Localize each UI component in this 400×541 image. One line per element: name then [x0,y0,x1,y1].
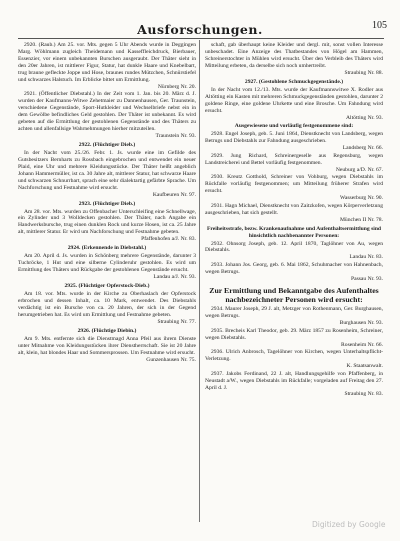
notice-text: 2920. (Raub.) Am 25. vor. Mts. gegen 5 Uhr Abends wurde in Deggingen Marg. Wöhlmann zugleich Theidemann und Kasseffleichdruck, Bierbauer, Essenzier, vor einem unbekannten Burschen ausgeraubt. Der Thäter sieht in den 20er Jahren, ist mittlerer Figur, Statur, hat dunkle Haare und Knebelbart, trug braune gefleckte Joppe und Hose, braunes rundes Mützchen, Schnürstiefel und schwarzes Halstuch. Im Erblicke bittet um Ermittlung. [18,42,196,83]
notice-signature: Wasserburg Nr. 90. [340,195,383,202]
notice-text: 2933. Johann Jos. Georg, geb. 6. Mai 1862, Schuhmacher von Hahnenbach, wegen Betrugs. [205,261,383,275]
notice-text: 2935. Brecheis Karl Theodor, geb. 29. März 1857 zu Rosenheim, Schreiner, wegen Diebstahls. [205,327,383,341]
notice-text: 2928. Engel Joseph, geb. 5. Juni 1864, Dienstknecht von Landsberg, wegen Betrugs und Diebstahls zur Fahndung ausgeschrieben. [205,131,383,145]
notice-entry [205,349,383,370]
notice-text: 2930. Kreutz Gotthold, Schreiner von Vohburg, wegen Diebstahls im Rückfalle vorläufig festgenommen; um Mitteilung früherer Strafen wird ersucht. [205,174,383,195]
notice-signature: Neuburg a/D. Nr. 67. [335,166,383,173]
notice-signature: Straubing Nr. 77. [157,318,196,325]
notice-entry [205,87,383,122]
notice-signature: Straubing Nr. 83. [344,391,383,398]
section-heading: 2927. (Gestohlene Schmuckgegenstände.) [244,78,344,85]
notice-entry [18,209,196,244]
notice-text: Am 28. vor. Mts. wurden zu Offenbacher Unterschleifing eine Schnellwage, ein Zylinder und 3 Wolldecken gestohlen. Der Thäter, nach Angabe ein Handwerksbursche, trug einen dunklen Rock und kurze Hosen, ist ca. 25 Jahre alt, mittlerer Statur. Er wird um Nachforschung und Festnahme gebeten. [18,208,196,236]
notice-entry [205,203,383,224]
column-divider [199,40,200,522]
notice-entry [18,150,196,199]
notice-signature: Passau Nr. 93. [350,275,383,282]
notice-signature: Rosenheim Nr. 66. [341,341,383,348]
notice-entry [205,131,383,152]
watermark: Digitized by Google [312,520,386,529]
notice-entry [205,241,383,262]
notice-entry [18,91,196,140]
notice-text: 2921. (Öffentlicher Diebstahl.) In der Zeit vom 1. Jan. bis 20. März d. J. wurden der Kaufmanns-Witwe Zehetmaier zu Dannenhausen, Ger. Traunstein, verschiedene Gegenstände, Sport-Hutkleider und Wechselbriefe nebst ein in dem Gewölbe befindliches Geld gestohlen. Der Thäter ist unbekannt. Es wird gebeten auf die Ermittlung der gestohlenen Gegenstände und des Thäters zu achten und allenfallsige Wahrnehmungen hierher mitzuteilen. [18,91,196,133]
notice-text: In der Nacht vom 12./13. Mts. wurde der Kaufmannswitwe X. Rodler aus Altötting ein Kasten mit mehreren Schmuckgegenständen gestohlen, darunter 2 goldene Ringe, eine goldene Uhrkette und eine Brosche. Um Fahndung wird ersucht. [205,86,383,114]
notice-signature: Straubing Nr. 88. [344,69,383,76]
notice-entry [205,328,383,349]
section-heading: Ausgewiesene und vorläufig festgenommene sind: [234,123,354,130]
notice-signature: Pfaffenhofen a/J. Nr. 83. [141,236,196,243]
notice-text: Am 20. April d. Js. wurden in Schönberg mehrere Gegenstände, darunter 3 Tuchröcke, 1 Hut und eine silberne Cylinderuhr gestohlen. Es wird um Ermittlung des Thäters und Rückgabe der gestohlenen Gegenstände ersucht. [18,253,196,274]
notice-text: 2936. Ulrich Anbrosch, Tagelöhner von Kirchen, wegen Unterhaltspflicht-Verletzung. [205,349,383,363]
notice-text: 2931. Hagn Michael, Dienstknecht von Zaitzkofen, wegen Körperverletzung ausgeschrieben, hat sich gestellt. [205,202,383,216]
notice-signature: Landau Nr. 83. [349,254,383,261]
section-heading: 2923. (Flüchtiger Dieb.) [78,200,136,207]
notice-entry [205,306,383,327]
section-heading: Freiheitsstrafe, bezw. Krankenaufnahme und Aufenthaltsermittlung sind hinsichtlich nachbenannter Personen: [206,225,382,239]
notice-text: schaft, gab überhaupt keine Kleider und dergl. mit, sonst vollen Interesse unbeschadet. Eine Anzeige des Thatbestandes von Högel am Hammen, Schreinerstochter in Mühlen wird ersucht. Über den Verbleib des Thäters wird Mitteilung erbeten, da derselbe sich noch umhertreibt. [205,42,383,69]
notice-text: Am 9. Mts. entfernte sich die Dienstmagd Anna Pfeil aus ihrem Dienste unter Mitnahme von Kleidungsstücken ihrer Dienstherrschaft. Sie ist 20 Jahre alt, klein, hat blondes Haar und Sommersprossen. Um Festnahme wird ersucht. [18,335,196,356]
section-heading: 2922. (Flüchtiger Dieb.) [78,141,136,148]
notice-signature: K. Staatsanwalt. [346,363,383,370]
notice-signature: Burghausen Nr. 93. [339,320,383,327]
notice-signature: Traunstein Nr. 93. [155,132,196,139]
notice-signature: Nürnberg Nr. 20. [157,83,196,90]
notice-signature: Kaufbeuren Nr. 97. [152,191,196,198]
notice-text: In der Nacht vom 25./26. Febr. 1. Js. wurde eine im Gefilde des Gutsbesitzers Bernharts zu Rossbach eingebrochen und entwendet ein neuer Plaid, eine Uhr und mehrere Kleidungsstücke. Der Thäter heißt angeblich Johann Hammermüller, ist ca. 30 Jahre alt, mittlerer Statur, hat schwarze Haare und schwarzen Schnurrbart, sprach eine sehr dialektartig gefärbte Sprache. Um Nachforschung und Festnahme wird ersucht. [18,149,196,191]
notice-entry [205,262,383,283]
right-column [205,42,383,520]
notice-signature: München II Nr. 78. [339,216,383,223]
notice-text: 2937. Jakobs Ferdinand, 22 J. alt, Handlungsgehilfe von Pfaffenberg, in Neustadt a/W., wegen Diebstahls im Rückfalle; vorgeladen auf Freitag den 27. April d. J. [205,370,383,391]
notice-signature: Landau a/J. Nr. 93. [153,274,196,281]
notice-entry [205,174,383,202]
notice-signature: Altötting Nr. 93. [346,114,383,121]
notice-signature: Landsberg Nr. 66. [342,145,383,152]
notice-entry [18,42,196,91]
notice-entry [205,42,383,77]
notice-entry [18,336,196,364]
notice-text: Am 18. vor. Mts. wurde in der Kirche zu Oberhaslach der Opferstock erbrochen und dessen Inhalt, ca. 10 Mark, entwendet. Des Diebstahls verdächtig ist ein Bursche von ca. 20 Jahren, der sich in der Gegend herumgetrieben hat. Es wird um Ermittlung und Festnahme gebeten. [18,291,196,318]
left-column [18,42,196,520]
page-title: Ausforschungen. [137,22,263,37]
notice-entry [205,153,383,174]
page-number: 105 [372,20,387,31]
title-rule [18,38,384,39]
section-heading: 2926. (Flüchtige Diebin.) [77,327,137,334]
notice-text: 2934. Maurer Joseph, 29 J. alt, Metzger von Rothenmann, Ger. Burghausen, wegen Betrugs. [205,306,383,320]
notice-entry [18,253,196,281]
section-heading: 2925. (Flüchtiger Opferstock-Dieb.) [64,283,150,290]
notice-text: 2929. Jung Richard, Schreinergeselle aus Regensburg, wegen Landstreicherei und Bettel vorläufig festgenommen. [205,152,383,166]
notice-signature: Gunzenhausen Nr. 75. [146,356,196,363]
notice-text: 2932. Ohnsorg Joseph, geb. 12. April 1870, Taglöhner von Au, wegen Diebstahls. [205,240,383,254]
section-heading-large: Zur Ermittlung und Bekanntgabe des Aufenthaltes nachbezeichneter Personen wird ersucht: [209,285,379,305]
notice-entry [205,371,383,399]
section-heading: 2924. (Erkennende in Diebstahl.) [67,245,147,252]
notice-entry [18,291,196,326]
